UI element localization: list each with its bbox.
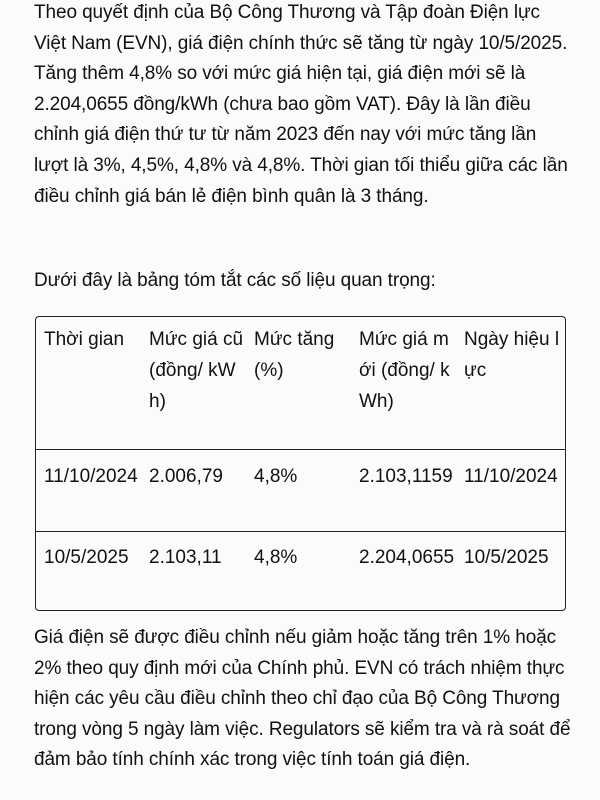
- cell-new-price: 2.103,1159: [359, 466, 453, 487]
- cell-effective-date: 11/10/2024: [464, 466, 558, 487]
- cell-time: 11/10/2024: [44, 466, 138, 487]
- header-increase: Mức tăng (%): [254, 329, 335, 381]
- cell-time: 10/5/2025: [44, 547, 129, 568]
- cell-increase: 4,8%: [254, 466, 298, 487]
- paragraph-adjustment-rules: Giá điện sẽ được điều chỉnh nếu giảm hoặc tăng trên 1% hoặc 2% theo quy định mới của Chính phủ. EVN có trách nhiệm thực hiện các yêu cầu điều chỉnh theo chỉ đạo của Bộ Công Thương trong vòng 5 ngày làm việc. Regulators sẽ kiểm tra và rà soát để đảm bảo tính chính xác trong việc tính toán giá điện.: [34, 627, 571, 771]
- header-new-price: Mức giá mới (đồng/ kWh): [359, 329, 450, 412]
- table-header-row: [36, 317, 565, 450]
- header-old-price: Mức giá cũ (đồng/ kWh): [149, 329, 244, 412]
- cell-old-price: 2.103,11: [149, 547, 222, 568]
- paragraph-price-increase: Theo quyết định của Bộ Công Thương và Tập đoàn Điện lực Việt Nam (EVN), giá điện chính thức sẽ tăng từ ngày 10/5/2025. Tăng thêm 4,8% so với mức giá hiện tại, giá điện mới sẽ là 2.204,0655 đồng/kWh (chưa bao gồm VAT). Đây là lần điều chỉnh giá điện thứ tư từ năm 2023 đến nay với mức tăng lần lượt là 3%, 4,5%, 4,8% và 4,8%. Thời gian tối thiểu giữa các lần điều chỉnh giá bán lẻ điện bình quân là 3 tháng.: [34, 2, 568, 207]
- cell-new-price: 2.204,0655: [359, 547, 455, 568]
- summary-table: [35, 316, 566, 611]
- cell-effective-date: 10/5/2025: [464, 547, 549, 568]
- table-row: [36, 532, 565, 611]
- table-row: [36, 450, 565, 532]
- cell-old-price: 2.006,79: [149, 466, 223, 487]
- paragraph-table-intro: Dưới đây là bảng tóm tắt các số liệu quan trọng:: [34, 270, 436, 291]
- header-time: Thời gian: [44, 329, 125, 350]
- header-effective-date: Ngày hiệu lực: [464, 329, 560, 381]
- cell-increase: 4,8%: [254, 547, 298, 568]
